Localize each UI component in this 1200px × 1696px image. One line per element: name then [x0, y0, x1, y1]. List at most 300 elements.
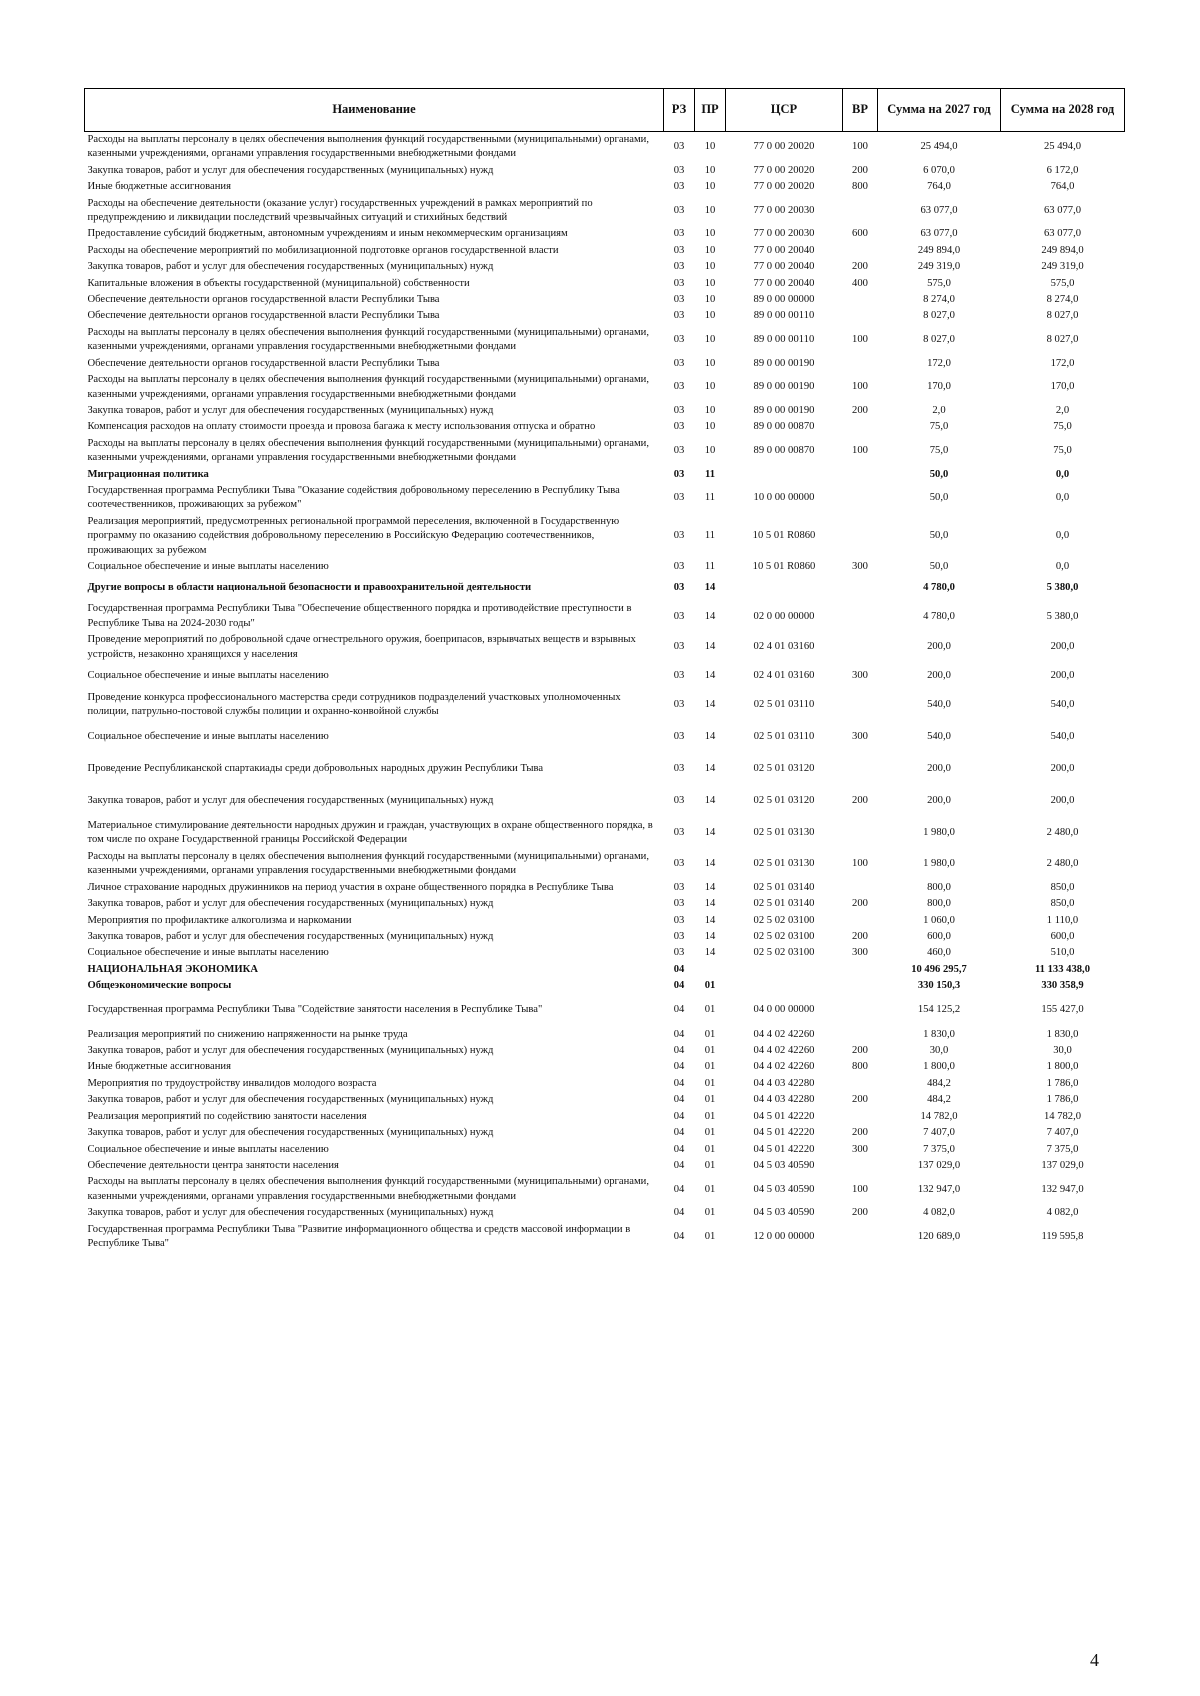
- row-sum-2027: 1 800,0: [923, 1061, 955, 1073]
- row-rz: 03: [673, 794, 685, 806]
- row-vr: [843, 978, 878, 994]
- row-rz: 03: [673, 444, 685, 456]
- row-vr: [843, 689, 878, 721]
- row-pr: 10: [704, 261, 716, 273]
- row-pr: 14: [704, 881, 716, 893]
- row-rz: 03: [673, 858, 685, 870]
- row-pr: 10: [704, 277, 716, 289]
- row-rz: 03: [673, 492, 685, 504]
- table-row: [85, 1222, 1125, 1253]
- table-row: [85, 663, 1125, 689]
- row-csr: [726, 467, 843, 483]
- page-number: 4: [1090, 1650, 1099, 1670]
- row-csr: 89 0 00 00190: [753, 404, 815, 416]
- row-sum-2028: 170,0: [1050, 381, 1075, 393]
- row-name: Проведение Республиканской спартакиады среди добровольных народных дружин Республики Тыва: [87, 762, 544, 774]
- row-sum-2028: 137 029,0: [1041, 1159, 1084, 1171]
- row-vr: 800: [852, 1061, 868, 1073]
- row-sum-2027: 575,0: [927, 277, 951, 289]
- row-vr: [843, 1158, 878, 1174]
- row-vr: [843, 467, 878, 483]
- row-rz: 03: [673, 610, 685, 622]
- table-row: [85, 356, 1125, 372]
- row-vr: 100: [852, 858, 868, 870]
- row-vr: 200: [852, 1045, 868, 1057]
- row-csr: 04 4 03 42280: [753, 1077, 815, 1089]
- row-vr: [843, 196, 878, 227]
- row-name: Расходы на выплаты персоналу в целях обеспечения выполнения функций государственными (муниципальными) органами, казенными учреждениями, органами управления государственными внебюджетными фондами: [87, 437, 649, 464]
- row-pr: 10: [704, 357, 716, 369]
- row-vr: [843, 962, 878, 978]
- row-pr: 14: [704, 698, 716, 710]
- table-row: [85, 1109, 1125, 1125]
- row-vr: [843, 817, 878, 849]
- row-pr: 01: [704, 1045, 716, 1057]
- row-rz: 03: [673, 881, 685, 893]
- row-vr: 200: [852, 931, 868, 943]
- row-vr: [843, 356, 878, 372]
- row-sum-2028: 540,0: [1050, 730, 1075, 742]
- row-pr: 01: [704, 1230, 716, 1242]
- row-csr: 77 0 00 20040: [753, 244, 815, 256]
- table-row: [85, 308, 1125, 324]
- row-pr: 10: [704, 294, 716, 306]
- row-vr: 100: [852, 141, 868, 153]
- table-row: [85, 467, 1125, 483]
- row-name: Закупка товаров, работ и услуг для обеспечения государственных (муниципальных) нужд: [87, 1094, 494, 1106]
- row-vr: 100: [852, 444, 868, 456]
- table-row: [85, 243, 1125, 259]
- table-row: [85, 436, 1125, 467]
- row-vr: [843, 483, 878, 514]
- row-csr: [726, 962, 843, 978]
- row-sum-2027: 154 125,2: [917, 1004, 961, 1016]
- row-sum-2027: 200,0: [927, 762, 951, 774]
- row-csr: 10 0 00 00000: [753, 492, 815, 504]
- row-rz: 03: [673, 468, 685, 480]
- row-pr: 01: [704, 1094, 716, 1106]
- row-rz: 03: [673, 421, 685, 433]
- row-csr: 02 5 01 03120: [753, 794, 815, 806]
- row-csr: 04 5 01 42220: [753, 1110, 815, 1122]
- row-pr: 11: [704, 560, 716, 572]
- row-rz: 03: [673, 334, 685, 346]
- row-csr: 02 5 01 03130: [753, 858, 815, 870]
- row-name: Обеспечение деятельности органов государственной власти Республики Тыва: [87, 294, 440, 306]
- row-sum-2027: 6 070,0: [923, 164, 955, 176]
- row-name: Реализация мероприятий по снижению напряженности на рынке труда: [87, 1028, 408, 1040]
- row-sum-2027: 200,0: [927, 669, 951, 681]
- table-row: [85, 179, 1125, 195]
- row-sum-2027: 540,0: [927, 730, 951, 742]
- row-rz: 04: [673, 1159, 685, 1171]
- row-vr: [843, 308, 878, 324]
- row-sum-2028: 764,0: [1050, 181, 1075, 193]
- row-vr: [843, 880, 878, 896]
- row-sum-2028: 1 786,0: [1046, 1094, 1079, 1106]
- row-name: Расходы на выплаты персоналу в целях обеспечения выполнения функций государственными (муниципальными) органами, казенными учреждениями, органами управления государственными внебюджетными фондами: [87, 326, 649, 353]
- table-body: [85, 132, 1125, 1253]
- row-vr: 200: [852, 164, 868, 176]
- table-row: [85, 785, 1125, 817]
- row-sum-2027: 460,0: [927, 947, 951, 959]
- row-sum-2027: 7 375,0: [923, 1143, 955, 1155]
- row-sum-2028: 132 947,0: [1041, 1183, 1084, 1195]
- row-sum-2028: 200,0: [1050, 762, 1075, 774]
- row-name: Закупка товаров, работ и услуг для обеспечения государственных (муниципальных) нужд: [87, 164, 494, 176]
- row-name: Социальное обеспечение и иные выплаты населению: [87, 730, 329, 742]
- row-csr: [726, 575, 843, 601]
- row-csr: 04 5 01 42220: [753, 1127, 815, 1139]
- row-sum-2028: 8 027,0: [1046, 310, 1079, 322]
- row-rz: 03: [673, 277, 685, 289]
- row-sum-2027: 4 780,0: [923, 582, 955, 594]
- row-vr: [843, 292, 878, 308]
- table-row: [85, 817, 1125, 849]
- row-pr: 01: [704, 1077, 716, 1089]
- row-sum-2028: 0,0: [1055, 530, 1070, 542]
- table-row: [85, 1174, 1125, 1205]
- row-vr: [843, 419, 878, 435]
- row-csr: 77 0 00 20030: [753, 204, 815, 216]
- row-sum-2027: 484,2: [927, 1094, 951, 1106]
- row-sum-2027: 63 077,0: [920, 204, 958, 216]
- row-csr: 89 0 00 00190: [753, 357, 815, 369]
- table-row: [85, 945, 1125, 961]
- row-vr: 300: [852, 560, 868, 572]
- row-sum-2028: 5 380,0: [1046, 610, 1079, 622]
- row-csr: [726, 978, 843, 994]
- row-name: Предоставление субсидий бюджетным, автономным учреждениям и иным некоммерческим организациям: [87, 228, 568, 240]
- row-pr: 14: [704, 914, 716, 926]
- row-sum-2027: 330 150,3: [917, 980, 961, 992]
- row-sum-2028: 200,0: [1050, 641, 1075, 653]
- table-row: [85, 1059, 1125, 1075]
- row-sum-2028: 63 077,0: [1043, 228, 1082, 240]
- row-csr: 10 5 01 R0860: [752, 530, 816, 542]
- row-name: Другие вопросы в области национальной безопасности и правоохранительной деятельности: [87, 582, 532, 594]
- row-pr: 10: [704, 228, 716, 240]
- row-pr: 01: [704, 1127, 716, 1139]
- row-rz: 03: [673, 244, 685, 256]
- row-vr: 200: [852, 898, 868, 910]
- row-pr: 14: [704, 826, 716, 838]
- row-sum-2027: 4 082,0: [923, 1207, 955, 1219]
- row-sum-2028: 200,0: [1050, 669, 1075, 681]
- row-csr: 77 0 00 20020: [753, 141, 815, 153]
- row-csr: 89 0 00 00870: [753, 421, 815, 433]
- row-sum-2028: 249 894,0: [1041, 244, 1084, 256]
- row-name: Закупка товаров, работ и услуг для обеспечения государственных (муниципальных) нужд: [87, 404, 494, 416]
- table-row: [85, 1092, 1125, 1108]
- row-sum-2027: 600,0: [927, 931, 951, 943]
- header-sum-2028: Сумма на 2028 год: [1001, 89, 1125, 132]
- row-name: Обеспечение деятельности органов государственной власти Республики Тыва: [87, 357, 440, 369]
- table-row: [85, 559, 1125, 575]
- row-vr: [843, 601, 878, 632]
- row-sum-2028: 11 133 438,0: [1034, 963, 1091, 975]
- row-sum-2027: 249 319,0: [917, 261, 961, 273]
- row-sum-2027: 75,0: [929, 421, 949, 433]
- row-name: Государственная программа Республики Тыва "Обеспечение общественного порядка и противодействие преступности в Республике Тыва на 2024-2030 годы": [87, 603, 632, 629]
- row-csr: 02 5 01 03120: [753, 762, 815, 774]
- row-rz: 03: [673, 404, 685, 416]
- row-pr: 01: [704, 1028, 716, 1040]
- row-name: Иные бюджетные ассигнования: [87, 1061, 231, 1073]
- row-pr: 14: [704, 947, 716, 959]
- row-name: Социальное обеспечение и иные выплаты населению: [87, 947, 329, 959]
- row-pr: 14: [704, 762, 716, 774]
- row-csr: 02 5 01 03110: [753, 698, 815, 710]
- row-rz: 03: [673, 730, 685, 742]
- row-sum-2028: 1 110,0: [1046, 914, 1079, 926]
- table-row: [85, 163, 1125, 179]
- table-row: [85, 632, 1125, 663]
- row-sum-2027: 25 494,0: [920, 141, 958, 153]
- row-rz: 03: [673, 914, 685, 926]
- row-sum-2027: 4 780,0: [923, 610, 955, 622]
- row-vr: [843, 632, 878, 663]
- row-rz: 04: [673, 1127, 685, 1139]
- row-rz: 04: [673, 1077, 685, 1089]
- row-sum-2027: 170,0: [927, 381, 951, 393]
- row-sum-2028: 75,0: [1053, 421, 1072, 433]
- table-row: [85, 1158, 1125, 1174]
- row-pr: 14: [704, 931, 716, 943]
- budget-sheet: [84, 88, 1124, 1252]
- row-sum-2028: 2,0: [1055, 404, 1070, 416]
- table-row: [85, 1027, 1125, 1043]
- row-name: Закупка товаров, работ и услуг для обеспечения государственных (муниципальных) нужд: [87, 898, 494, 910]
- row-rz: 04: [673, 980, 685, 992]
- row-name: Расходы на выплаты персоналу в целях обеспечения выполнения функций государственными (муниципальными) органами, казенными учреждениями, органами управления государственными внебюджетными фондами: [87, 851, 649, 877]
- row-vr: 800: [852, 181, 868, 193]
- row-sum-2028: 30,0: [1053, 1045, 1072, 1057]
- row-pr: 01: [704, 1159, 716, 1171]
- row-pr: 11: [704, 530, 716, 542]
- row-sum-2028: 540,0: [1050, 698, 1075, 710]
- row-vr: [843, 1027, 878, 1043]
- row-sum-2027: 484,2: [927, 1077, 951, 1089]
- row-sum-2028: 4 082,0: [1046, 1207, 1079, 1219]
- row-pr: 10: [704, 164, 716, 176]
- row-sum-2027: 50,0: [929, 468, 949, 480]
- row-sum-2028: 850,0: [1050, 898, 1075, 910]
- row-rz: 04: [673, 1045, 685, 1057]
- row-sum-2028: 249 319,0: [1041, 261, 1084, 273]
- row-rz: 03: [673, 228, 685, 240]
- row-pr: 10: [704, 334, 716, 346]
- row-vr: 300: [852, 730, 868, 742]
- row-rz: 04: [673, 1028, 685, 1040]
- row-name: Закупка товаров, работ и услуг для обеспечения государственных (муниципальных) нужд: [87, 931, 494, 943]
- row-csr: 02 5 02 03100: [753, 931, 815, 943]
- row-rz: 04: [673, 1230, 685, 1242]
- row-name: Социальное обеспечение и иные выплаты населению: [87, 669, 329, 681]
- row-sum-2027: 50,0: [929, 492, 949, 504]
- row-pr: 01: [704, 1207, 716, 1219]
- row-rz: 03: [673, 164, 685, 176]
- row-name: Миграционная политика: [87, 468, 209, 480]
- row-pr: 10: [704, 310, 716, 322]
- row-vr: 300: [852, 947, 868, 959]
- row-name: Материальное стимулирование деятельности народных дружин и граждан, участвующих в охране общественного порядка, в том числе по охране Государственной границы Российской Федерации: [87, 819, 653, 845]
- table-row: [85, 880, 1125, 896]
- row-sum-2028: 0,0: [1055, 492, 1070, 504]
- table-row: [85, 292, 1125, 308]
- row-csr: 02 5 01 03140: [753, 898, 815, 910]
- row-rz: 04: [673, 1004, 685, 1016]
- row-sum-2027: 249 894,0: [917, 244, 961, 256]
- row-name: Расходы на обеспечение мероприятий по мобилизационной подготовке органов государственной власти: [87, 244, 559, 256]
- row-vr: 200: [852, 1094, 868, 1106]
- row-name: Обеспечение деятельности центра занятости населения: [87, 1159, 339, 1171]
- table-row: [85, 849, 1125, 880]
- row-rz: 03: [673, 641, 685, 653]
- row-pr: 14: [704, 898, 716, 910]
- row-rz: 04: [673, 1207, 685, 1219]
- row-pr: 10: [704, 421, 716, 433]
- row-csr: 02 4 01 03160: [753, 669, 815, 681]
- row-vr: [843, 1109, 878, 1125]
- row-sum-2027: 30,0: [929, 1045, 949, 1057]
- row-name: Мероприятия по трудоустройству инвалидов молодого возраста: [87, 1077, 377, 1089]
- row-sum-2028: 330 358,9: [1041, 980, 1084, 992]
- row-sum-2027: 764,0: [927, 181, 951, 193]
- row-sum-2028: 7 375,0: [1046, 1143, 1079, 1155]
- row-name: Капитальные вложения в объекты государственной (муниципальной) собственности: [87, 277, 470, 289]
- row-name: Реализация мероприятий по содействию занятости населения: [87, 1110, 367, 1122]
- row-csr: 04 4 03 42280: [753, 1094, 815, 1106]
- table-row: [85, 896, 1125, 912]
- row-rz: 03: [673, 582, 685, 594]
- row-vr: [843, 995, 878, 1027]
- row-pr: 14: [704, 730, 716, 742]
- row-csr: 89 0 00 00190: [753, 381, 815, 393]
- row-csr: 89 0 00 00110: [753, 310, 815, 322]
- row-name: Социальное обеспечение и иные выплаты населению: [87, 560, 329, 572]
- row-sum-2027: 75,0: [929, 444, 949, 456]
- row-vr: 600: [852, 228, 868, 240]
- row-sum-2027: 800,0: [927, 898, 951, 910]
- row-pr: 10: [704, 444, 716, 456]
- row-csr: 77 0 00 20020: [753, 181, 815, 193]
- row-sum-2028: 0,0: [1055, 468, 1070, 480]
- row-pr: 14: [704, 641, 716, 653]
- row-name: Общеэкономические вопросы: [87, 980, 232, 992]
- table-row: [85, 1205, 1125, 1221]
- row-sum-2027: 7 407,0: [923, 1127, 955, 1139]
- row-csr: 02 0 00 00000: [753, 610, 815, 622]
- row-rz: 04: [673, 963, 685, 975]
- row-pr: [695, 962, 726, 978]
- table-row: [85, 929, 1125, 945]
- table-row: [85, 276, 1125, 292]
- row-sum-2028: 14 782,0: [1043, 1110, 1082, 1122]
- row-rz: 03: [673, 294, 685, 306]
- table-row: [85, 325, 1125, 356]
- row-vr: 100: [852, 334, 868, 346]
- row-sum-2028: 7 407,0: [1046, 1127, 1079, 1139]
- row-name: Расходы на выплаты персоналу в целях обеспечения выполнения функций государственными (муниципальными) органами, казенными учреждениями, органами управления государственными внебюджетными фондами: [87, 1176, 649, 1202]
- header-sum-2027: Сумма на 2027 год: [878, 89, 1001, 132]
- row-name: Государственная программа Республики Тыва "Содействие занятости населения в Республике Тыва": [87, 1004, 543, 1016]
- table-row: [85, 1125, 1125, 1141]
- row-sum-2028: 2 480,0: [1046, 858, 1079, 870]
- row-csr: 02 5 01 03140: [753, 881, 815, 893]
- row-pr: 14: [704, 610, 716, 622]
- row-sum-2028: 1 830,0: [1046, 1028, 1079, 1040]
- row-rz: 04: [673, 1094, 685, 1106]
- table-row: [85, 514, 1125, 559]
- row-rz: 03: [673, 204, 685, 216]
- row-name: Закупка товаров, работ и услуг для обеспечения государственных (муниципальных) нужд: [87, 261, 494, 273]
- table-row: [85, 601, 1125, 632]
- row-vr: [843, 1222, 878, 1253]
- row-csr: 77 0 00 20030: [753, 228, 815, 240]
- row-name: Закупка товаров, работ и услуг для обеспечения государственных (муниципальных) нужд: [87, 1207, 494, 1219]
- row-pr: 11: [704, 492, 716, 504]
- row-pr: 14: [704, 858, 716, 870]
- row-name: Реализация мероприятий, предусмотренных региональной программой переселения, включенной в Государственную программу по оказанию содействия добровольному переселению в Российскую Федерацию соотечественников, проживающих за рубежом: [87, 515, 620, 556]
- row-name: Личное страхование народных дружинников на период участия в охране общественного порядка в Республике Тыва: [87, 881, 614, 893]
- row-vr: 300: [852, 669, 868, 681]
- row-csr: 12 0 00 00000: [753, 1230, 815, 1242]
- header-rz: РЗ: [664, 89, 695, 132]
- row-sum-2027: 50,0: [929, 560, 949, 572]
- row-sum-2028: 8 027,0: [1046, 334, 1079, 346]
- row-rz: 03: [673, 947, 685, 959]
- row-csr: 04 4 02 42260: [753, 1061, 815, 1073]
- row-rz: 03: [673, 261, 685, 273]
- row-sum-2028: 600,0: [1050, 931, 1075, 943]
- row-csr: 77 0 00 20040: [753, 277, 815, 289]
- row-name: Обеспечение деятельности органов государственной власти Республики Тыва: [87, 310, 440, 322]
- table-row: [85, 962, 1125, 978]
- row-name: Государственная программа Республики Тыва "Развитие информационного общества и средств массовой информации в Республике Тыва": [87, 1223, 631, 1249]
- row-sum-2028: 1 800,0: [1046, 1061, 1079, 1073]
- row-sum-2027: 10 496 295,7: [911, 963, 967, 975]
- row-csr: 89 0 00 00110: [753, 334, 815, 346]
- row-name: НАЦИОНАЛЬНАЯ ЭКОНОМИКА: [87, 963, 258, 975]
- row-sum-2028: 1 786,0: [1046, 1077, 1079, 1089]
- row-rz: 04: [673, 1110, 685, 1122]
- row-sum-2027: 14 782,0: [920, 1110, 958, 1122]
- row-pr: 01: [704, 1061, 716, 1073]
- row-vr: 200: [852, 404, 868, 416]
- row-pr: 01: [704, 1004, 716, 1016]
- row-vr: [843, 1076, 878, 1092]
- table-row: [85, 132, 1125, 163]
- row-name: Расходы на выплаты персоналу в целях обеспечения выполнения функций государственными (муниципальными) органами, казенными учреждениями, органами управления государственными внебюджетными фондами: [87, 134, 649, 160]
- row-vr: 200: [852, 1127, 868, 1139]
- row-pr: 01: [704, 1110, 716, 1122]
- table-row: [85, 419, 1125, 435]
- row-rz: 03: [673, 381, 685, 393]
- row-vr: [843, 913, 878, 929]
- row-pr: 10: [704, 204, 716, 216]
- table-row: [85, 753, 1125, 785]
- table-row: [85, 1043, 1125, 1059]
- row-rz: 04: [673, 1143, 685, 1155]
- row-sum-2027: 1 980,0: [923, 858, 955, 870]
- header-csr: ЦСР: [726, 89, 843, 132]
- row-rz: 03: [673, 826, 685, 838]
- row-sum-2028: 510,0: [1050, 947, 1075, 959]
- table-row: [85, 913, 1125, 929]
- row-sum-2027: 1 060,0: [923, 914, 955, 926]
- row-csr: 02 5 02 03100: [753, 914, 815, 926]
